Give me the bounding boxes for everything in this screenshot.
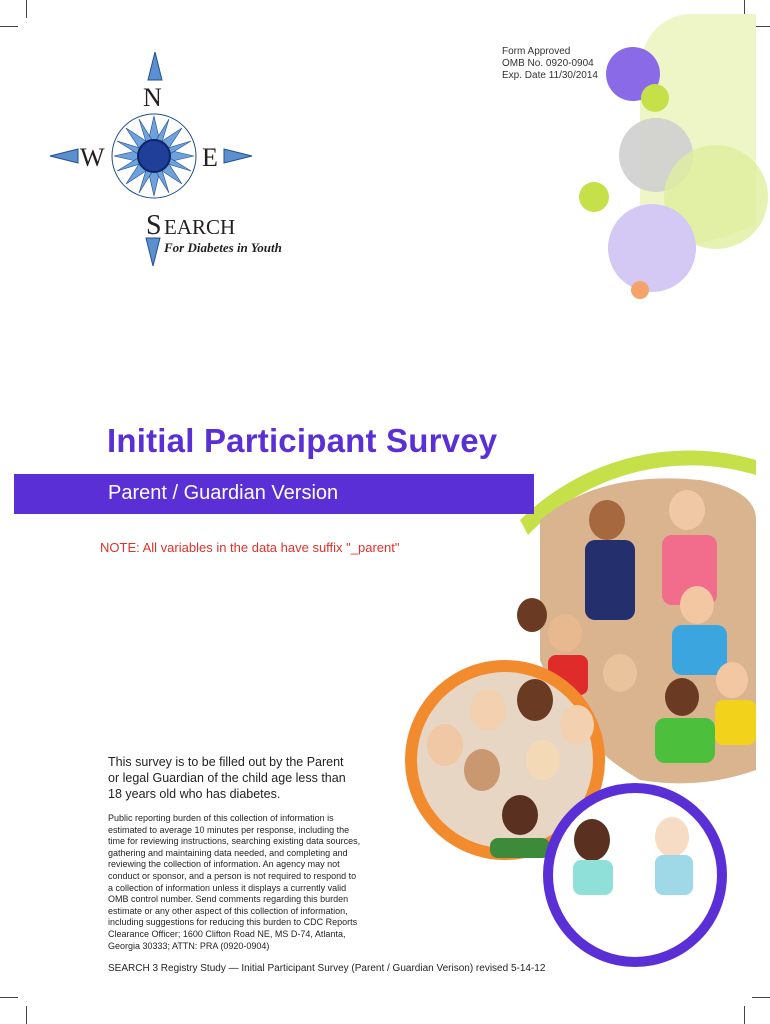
burden-line: estimate or any other aspect of this collection of information, [108,905,348,916]
bubble-lime-tiny [579,182,609,212]
intro-line: This survey is to be filled out by the Parent [108,755,344,769]
burden-line: time for reviewing instructions, searching existing data sources, [108,836,361,847]
compass-arrow-south [146,238,160,266]
burden-line: reviewing the collection of information. An agency may not [108,859,340,870]
compass-rose [112,114,196,198]
compass-letter-w: W [80,143,105,172]
logo-tagline: For Diabetes in Youth [164,240,282,255]
subtitle: Parent / Guardian Version [108,482,339,504]
compass-arrow-east [224,149,252,163]
logo-search-initial: S [146,210,162,241]
search-logo [40,44,300,274]
omb-approval [502,46,598,82]
burden-line: including suggestions for reducing this burden to CDC Reports [108,917,358,928]
burden-line: Clearance Officer; 1600 Clifton Road NE, MS D-74, Atlanta, [108,928,346,939]
omb-expiration: Exp. Date 11/30/2014 [502,70,598,81]
omb-form-approved: Form Approved [502,46,571,57]
compass-letter-e: E [202,143,218,172]
logo-search-rest: EARCH [164,215,236,239]
burden-line: a collection of information unless it displays a currently valid [108,882,347,893]
omb-number: OMB No. 0920-0904 [502,58,594,69]
intro-line: or legal Guardian of the child age less than [108,771,346,785]
compass-letter-n: N [143,83,162,112]
compass-arrow-north [148,52,162,80]
burden-line: Georgia 30333; ATTN: PRA (0920-0904) [108,940,270,951]
compass-arrow-west [50,149,78,163]
page-footer: SEARCH 3 Registry Study — Initial Participant Survey (Parent / Guardian Verison) revised 5-14-12 [108,963,546,974]
burden-statement [108,813,398,952]
burden-line: estimated to average 10 minutes per response, including the [108,824,350,835]
burden-line: Public reporting burden of this collection of information is [108,813,334,823]
variables-note: NOTE: All variables in the data have suffix "_parent" [100,540,400,555]
burden-line: gathering and maintaining data needed, and completing and [108,847,348,858]
intro-text [108,754,378,802]
bubble-lime-small [641,84,669,112]
page-title: Initial Participant Survey [107,422,498,459]
burden-line: OMB control number. Send comments regarding this burden [108,894,349,905]
bubble-lavender [608,204,696,292]
bubble-orange [631,281,649,299]
intro-line: 18 years old who has diabetes. [108,787,281,801]
burden-line: conduct or sponsor, and a person is not required to respond to [108,870,357,881]
